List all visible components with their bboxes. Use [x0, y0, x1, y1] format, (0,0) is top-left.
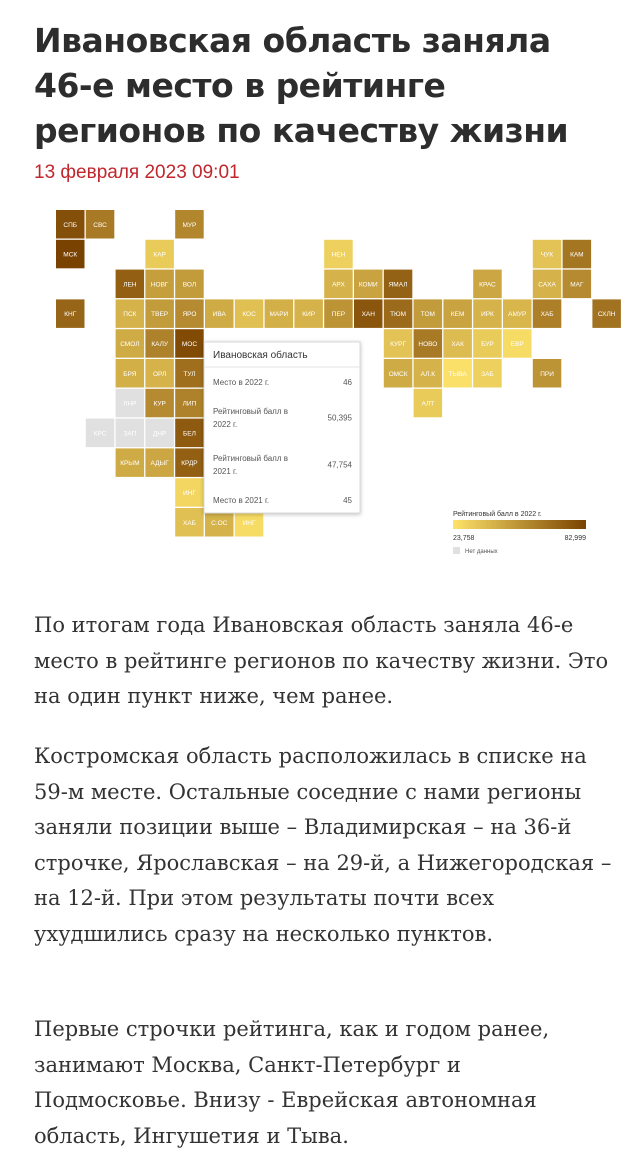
region-tile-label: ТУЛ [183, 370, 196, 378]
paragraph-3: Первые строчки рейтинга, как и годом ранее, занимают Москва, Санкт-Петербург и Подмосковье. Внизу - Еврейская автономная область, Ингушетия и Тыва. [34, 1017, 550, 1148]
region-tile-label: ИНГ [183, 489, 196, 497]
region-tile-label: БРЯ [123, 370, 137, 378]
region-tile-label: КИР [302, 311, 316, 319]
region-tile-label: ТЮМ [390, 311, 407, 319]
tooltip-row-label: Место в 2022 г. [213, 378, 270, 387]
region-tile-label: ЛЕН [123, 281, 137, 289]
legend-nodata-label: Нет данных [465, 549, 498, 555]
region-tooltip [204, 342, 360, 513]
region-tile-label: КРЫМ [120, 460, 140, 468]
region-tile-label: ТОМ [420, 311, 435, 319]
tooltip-row-value: 46 [343, 378, 352, 387]
region-tile-label: ХАН [361, 311, 375, 319]
region-tile-label: НОВО [418, 340, 438, 348]
tooltip-row-value: 50,395 [327, 413, 352, 423]
legend-min: 23,758 [453, 535, 475, 542]
region-tile-label: НОВГ [150, 281, 169, 289]
region-tile-label: БЕЛ [183, 430, 196, 438]
tooltip-row-value: 47,754 [327, 460, 352, 470]
region-tile-label: ХАБ [182, 519, 196, 527]
region-tile-label: ЗАБ [481, 370, 494, 378]
region-tile-label: СХЛН [597, 311, 616, 319]
region-tile-label: КУРГ [390, 340, 406, 348]
tile-map-figure [0, 200, 640, 590]
region-tile-label: КРАС [479, 281, 496, 289]
region-tile-label: КНГ [64, 311, 77, 319]
region-tile-label: МАГ [570, 281, 584, 289]
region-tile-label: ХАК [451, 340, 464, 348]
region-tile-label: ЯМАЛ [388, 281, 408, 289]
region-tile-label: ХАБ [540, 311, 554, 319]
region-tile-label: ТВЕР [151, 311, 169, 319]
tooltip-row-label: Рейтинговый балл в 2021 г. [213, 454, 288, 476]
region-tile-label: ИРК [481, 311, 494, 319]
region-tile-label: ЗАП [123, 430, 137, 438]
region-tile-label: МОС [181, 340, 198, 348]
article-date: 13 февраля 2023 09:01 [34, 162, 240, 183]
legend-title: Рейтинговый балл в 2022 г. [453, 511, 542, 518]
region-tile-label: КАЛУ [151, 340, 168, 348]
region-tile-label: НЕН [331, 251, 346, 259]
region-tile-label: ОМСК [388, 370, 408, 378]
tooltip-title: Ивановская область [213, 350, 308, 361]
region-tile-label: АРХ [332, 281, 345, 289]
region-tile-label: ЯРО [182, 311, 197, 319]
legend [453, 510, 586, 555]
region-tile-label: БУР [481, 340, 494, 348]
region-tile-label: АЛ.К [420, 370, 436, 378]
region-tile-label: АМУР [508, 311, 527, 319]
region-tile-label: АДЫГ [150, 460, 169, 468]
region-tile-label: ПРИ [540, 370, 554, 378]
tile-map [0, 200, 640, 590]
region-tile-label: КОС [242, 311, 256, 319]
region-tile-label: ЛНР [123, 400, 137, 408]
legend-max: 82,999 [564, 535, 586, 542]
region-tile-label: СПБ [63, 221, 78, 229]
region-tile-label: ЛИП [182, 400, 197, 408]
region-tile-label: МАРИ [269, 311, 289, 319]
tooltip-row-label: Рейтинговый балл в 2022 г. [213, 407, 288, 429]
region-tile-label: САХА [538, 281, 556, 289]
region-tile-label: КРС [93, 430, 107, 438]
article-title: Ивановская область заняла 46-е место в рейтинге регионов по качеству жизни [34, 21, 569, 150]
region-tile-label: КЕМ [450, 311, 465, 319]
region-tile-label: КАМ [570, 251, 584, 259]
paragraph-2: Костромская область расположилась в списке на 59-м месте. Остальные соседние с нами регионы заняли позиции выше – Владимирская – на 36-й строчке, Ярославская – на 29-й, а Нижегородская – на 12-й. При этом результаты почти всех ухудшились сразу на несколько пунктов. [34, 744, 612, 946]
tooltip-row-value: 45 [343, 496, 352, 505]
region-tile-label: ЧУК [540, 251, 554, 259]
region-tile-label: ОРЛ [153, 370, 167, 378]
region-tile-label: ЕВР [510, 340, 524, 348]
region-tile-label: ПСК [123, 311, 137, 319]
region-tile-label: ТЫВА [448, 370, 467, 378]
paragraph-1: По итогам года Ивановская область заняла 46-е место в рейтинге регионов по качеству жизни. Это на один пункт ниже, чем ранее. [34, 613, 609, 709]
region-tile-label: МУР [182, 221, 197, 229]
region-tile-label: ДНР [152, 430, 167, 438]
region-tile-label: ИВА [212, 311, 226, 319]
region-tile-label: АЛТ [421, 400, 435, 408]
region-tile-label: КРДР [181, 460, 198, 468]
region-tile-label: ВОЛ [182, 281, 197, 289]
region-tile-label: КАР [153, 251, 166, 259]
region-tile-label: ИНГ [242, 519, 256, 527]
legend-nodata-swatch [453, 547, 460, 554]
tooltip-row-label: Место в 2021 г. [213, 496, 270, 505]
legend-gradient-bar [453, 520, 586, 529]
region-tile-label: С.ОС [211, 519, 228, 527]
region-tile-label: СВС [93, 221, 107, 229]
region-tile-label: СМОЛ [120, 340, 140, 348]
region-tile-label: КОМИ [358, 281, 378, 289]
region-tile-label: КУР [153, 400, 166, 408]
region-tile-label: ПЕР [331, 311, 346, 319]
region-tile-label: МСК [63, 251, 78, 259]
